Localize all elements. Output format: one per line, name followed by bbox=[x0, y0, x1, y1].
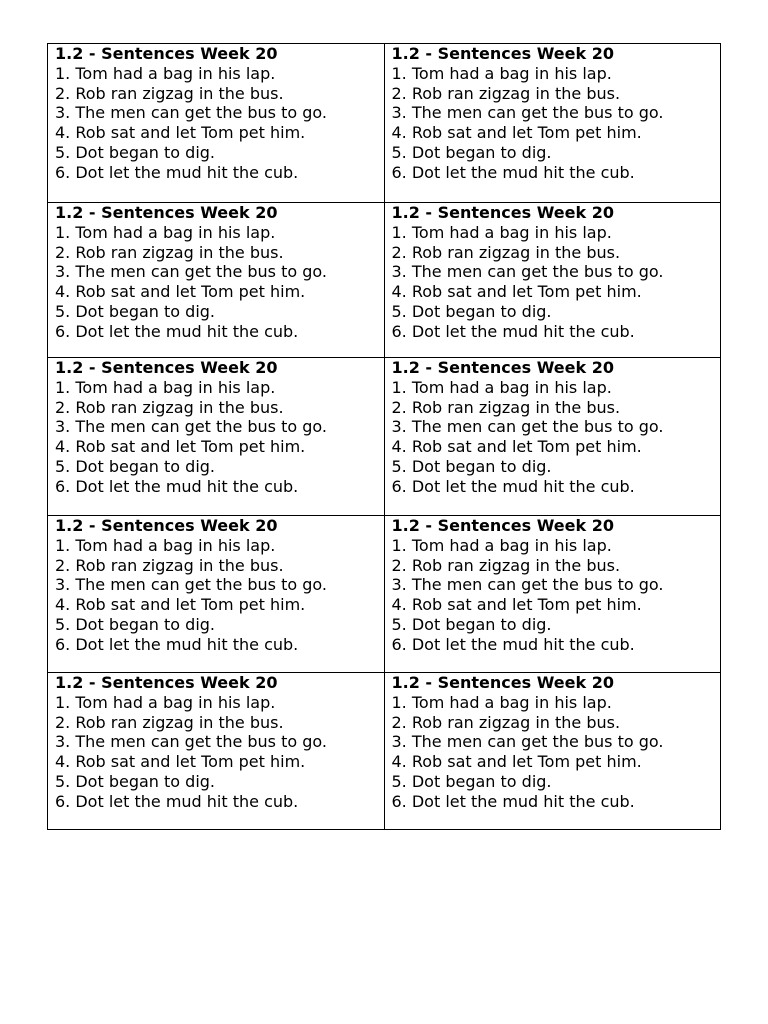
sentence-card bbox=[48, 516, 385, 673]
sentence-line: 6. Dot let the mud hit the cub. bbox=[391, 634, 635, 654]
sentence-card bbox=[48, 44, 385, 203]
sentence-line: 3. The men can get the bus to go. bbox=[391, 732, 664, 752]
sentence-line: 5. Dot began to dig. bbox=[391, 771, 552, 791]
sentence-line: 2. Rob ran zigzag in the bus. bbox=[391, 712, 621, 732]
sentence-line: 5. Dot began to dig. bbox=[55, 771, 215, 791]
sentence-line: 5. Dot began to dig. bbox=[55, 301, 215, 321]
sentence-line: 3. The men can get the bus to go. bbox=[55, 262, 327, 282]
sentence-line: 5. Dot began to dig. bbox=[391, 142, 552, 162]
sentence-line: 3. The men can get the bus to go. bbox=[391, 417, 664, 437]
card-row bbox=[48, 44, 721, 203]
sentence-card bbox=[48, 203, 385, 358]
card-title: 1.2 - Sentences Week 20 bbox=[391, 203, 614, 222]
card-row bbox=[48, 203, 721, 358]
sentence-line: 3. The men can get the bus to go. bbox=[55, 103, 327, 123]
sentence-line: 3. The men can get the bus to go. bbox=[391, 575, 664, 595]
sentence-card bbox=[384, 516, 721, 673]
sentence-line: 2. Rob ran zigzag in the bus. bbox=[391, 242, 621, 262]
sentence-line: 1. Tom had a bag in his lap. bbox=[55, 222, 276, 242]
sentence-line: 1. Tom had a bag in his lap. bbox=[55, 63, 276, 83]
sentence-line: 1. Tom had a bag in his lap. bbox=[391, 692, 612, 712]
sentence-line: 1. Tom had a bag in his lap. bbox=[391, 222, 612, 242]
sentence-card-grid bbox=[47, 43, 721, 830]
card-title: 1.2 - Sentences Week 20 bbox=[391, 44, 614, 63]
sentence-line: 1. Tom had a bag in his lap. bbox=[391, 535, 612, 555]
sentence-line: 5. Dot began to dig. bbox=[55, 142, 215, 162]
sentence-line: 6. Dot let the mud hit the cub. bbox=[391, 321, 635, 341]
sentence-card bbox=[48, 358, 385, 516]
sentence-card bbox=[384, 358, 721, 516]
sentence-line: 4. Rob sat and let Tom pet him. bbox=[55, 752, 306, 772]
sentence-line: 5. Dot began to dig. bbox=[55, 614, 215, 634]
sentence-line: 5. Dot began to dig. bbox=[391, 614, 552, 634]
sentence-line: 3. The men can get the bus to go. bbox=[55, 575, 327, 595]
sentence-line: 1. Tom had a bag in his lap. bbox=[391, 377, 612, 397]
sentence-line: 6. Dot let the mud hit the cub. bbox=[391, 791, 635, 811]
sentence-card bbox=[384, 44, 721, 203]
sentence-line: 1. Tom had a bag in his lap. bbox=[391, 63, 612, 83]
sentence-line: 4. Rob sat and let Tom pet him. bbox=[391, 437, 642, 457]
sentence-card bbox=[48, 673, 385, 830]
sentence-line: 6. Dot let the mud hit the cub. bbox=[391, 162, 635, 182]
sentence-line: 2. Rob ran zigzag in the bus. bbox=[55, 242, 284, 262]
sentence-line: 6. Dot let the mud hit the cub. bbox=[55, 476, 299, 496]
sentence-line: 5. Dot began to dig. bbox=[55, 456, 215, 476]
sentence-card bbox=[384, 203, 721, 358]
card-row bbox=[48, 358, 721, 516]
card-row bbox=[48, 673, 721, 830]
sentence-line: 4. Rob sat and let Tom pet him. bbox=[55, 282, 306, 302]
card-title: 1.2 - Sentences Week 20 bbox=[391, 673, 614, 692]
sentence-line: 2. Rob ran zigzag in the bus. bbox=[55, 397, 284, 417]
sentence-line: 2. Rob ran zigzag in the bus. bbox=[391, 397, 621, 417]
sentence-line: 2. Rob ran zigzag in the bus. bbox=[391, 555, 621, 575]
sentence-line: 3. The men can get the bus to go. bbox=[391, 103, 664, 123]
sentence-line: 4. Rob sat and let Tom pet him. bbox=[391, 123, 642, 143]
sentence-line: 3. The men can get the bus to go. bbox=[55, 417, 327, 437]
sentence-line: 6. Dot let the mud hit the cub. bbox=[55, 791, 299, 811]
sentence-line: 3. The men can get the bus to go. bbox=[391, 262, 664, 282]
sentence-line: 4. Rob sat and let Tom pet him. bbox=[391, 595, 642, 615]
sentence-card bbox=[384, 673, 721, 830]
sentence-line: 4. Rob sat and let Tom pet him. bbox=[55, 437, 306, 457]
sentence-line: 6. Dot let the mud hit the cub. bbox=[391, 476, 635, 496]
sentence-line: 6. Dot let the mud hit the cub. bbox=[55, 162, 299, 182]
card-title: 1.2 - Sentences Week 20 bbox=[55, 203, 278, 222]
sentence-line: 4. Rob sat and let Tom pet him. bbox=[391, 752, 642, 772]
sentence-line: 4. Rob sat and let Tom pet him. bbox=[55, 595, 306, 615]
card-title: 1.2 - Sentences Week 20 bbox=[391, 358, 614, 377]
sentence-line: 2. Rob ran zigzag in the bus. bbox=[391, 83, 621, 103]
card-title: 1.2 - Sentences Week 20 bbox=[55, 516, 278, 535]
card-title: 1.2 - Sentences Week 20 bbox=[55, 673, 278, 692]
sentence-line: 1. Tom had a bag in his lap. bbox=[55, 535, 276, 555]
sentence-line: 5. Dot began to dig. bbox=[391, 456, 552, 476]
sentence-line: 6. Dot let the mud hit the cub. bbox=[55, 321, 299, 341]
sentence-line: 4. Rob sat and let Tom pet him. bbox=[391, 282, 642, 302]
sentence-line: 1. Tom had a bag in his lap. bbox=[55, 377, 276, 397]
sentence-line: 3. The men can get the bus to go. bbox=[55, 732, 327, 752]
sentence-line: 2. Rob ran zigzag in the bus. bbox=[55, 712, 284, 732]
card-title: 1.2 - Sentences Week 20 bbox=[391, 516, 614, 535]
sentence-line: 6. Dot let the mud hit the cub. bbox=[55, 634, 299, 654]
sentence-line: 1. Tom had a bag in his lap. bbox=[55, 692, 276, 712]
card-title: 1.2 - Sentences Week 20 bbox=[55, 358, 278, 377]
sentence-line: 4. Rob sat and let Tom pet him. bbox=[55, 123, 306, 143]
sentence-line: 2. Rob ran zigzag in the bus. bbox=[55, 555, 284, 575]
card-title: 1.2 - Sentences Week 20 bbox=[55, 44, 278, 63]
sentence-line: 2. Rob ran zigzag in the bus. bbox=[55, 83, 284, 103]
sentence-line: 5. Dot began to dig. bbox=[391, 301, 552, 321]
card-row bbox=[48, 516, 721, 673]
